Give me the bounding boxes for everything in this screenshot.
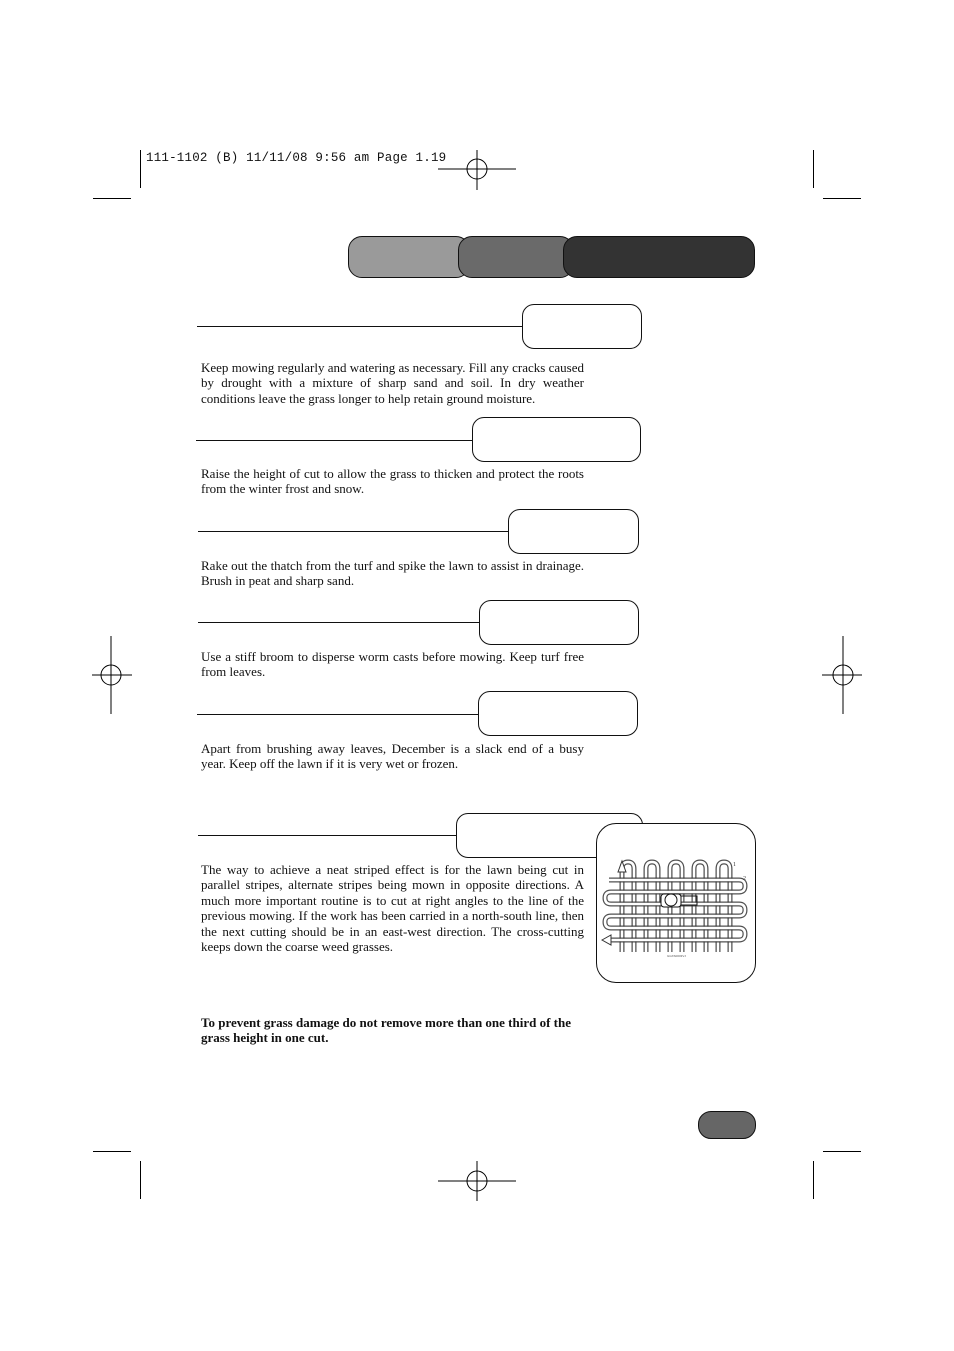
crop-mark-bottom-left-vertical bbox=[140, 1161, 141, 1199]
mowing-pattern-figure bbox=[596, 823, 756, 983]
section-heading-box-3 bbox=[508, 509, 639, 554]
page-number-badge bbox=[698, 1111, 756, 1139]
registration-mark-left bbox=[92, 636, 132, 714]
figure-label-2: 2 bbox=[743, 876, 746, 882]
section-rule-5 bbox=[197, 714, 479, 715]
crop-mark-bottom-right-horizontal bbox=[823, 1151, 861, 1152]
section-heading-box-1 bbox=[522, 304, 642, 349]
registration-mark-top bbox=[438, 150, 516, 190]
printer-slug: 111-1102 (B) 11/11/08 9:56 am Page 1.19 bbox=[146, 151, 447, 165]
crop-mark-top-right-horizontal bbox=[823, 198, 861, 199]
section-text-2: Raise the height of cut to allow the grass to thicken and protect the roots from the winter frost and snow. bbox=[201, 466, 584, 497]
mowing-pattern-diagram bbox=[597, 824, 755, 982]
section-rule-3 bbox=[198, 531, 509, 532]
section-text-1: Keep mowing regularly and watering as necessary. Fill any cracks caused by drought with a mixture of sharp sand and soil. In dry weather conditions leave the grass longer to help retain ground moisture. bbox=[201, 360, 584, 406]
header-tab-dark bbox=[563, 236, 755, 278]
header-tab-mid bbox=[458, 236, 574, 278]
section-heading-box-4 bbox=[479, 600, 639, 645]
section-rule-6 bbox=[198, 835, 457, 836]
crop-mark-top-right-vertical bbox=[813, 150, 814, 188]
warning-note: To prevent grass damage do not remove more than one third of the grass height in one cut. bbox=[201, 1015, 572, 1046]
crop-mark-top-left-horizontal bbox=[93, 198, 131, 199]
figure-code: GGXS0003VJ bbox=[667, 954, 686, 958]
section-rule-2 bbox=[196, 440, 473, 441]
figure-label-1: 1 bbox=[733, 862, 736, 868]
registration-mark-bottom bbox=[438, 1161, 516, 1201]
crop-mark-top-left-vertical bbox=[140, 150, 141, 188]
registration-mark-right bbox=[822, 636, 862, 714]
section-text-6: The way to achieve a neat striped effect is for the lawn being cut in parallel stripes, alternate stripes being mown in opposite directions. A much more important routine is to cut at right angles to the line of the previous mowing. If the work has been carried in a north-south line, then the next cutting should be in an east-west direction. The cross-cutting keeps down the coarse weed grasses. bbox=[201, 862, 584, 955]
header-tab-light bbox=[348, 236, 470, 278]
section-heading-box-5 bbox=[478, 691, 638, 736]
crop-mark-bottom-left-horizontal bbox=[93, 1151, 131, 1152]
section-rule-1 bbox=[197, 326, 523, 327]
section-rule-4 bbox=[198, 622, 480, 623]
crop-mark-bottom-right-vertical bbox=[813, 1161, 814, 1199]
section-heading-box-2 bbox=[472, 417, 641, 462]
section-text-4: Use a stiff broom to disperse worm casts before mowing. Keep turf free from leaves. bbox=[201, 649, 584, 680]
section-text-3: Rake out the thatch from the turf and spike the lawn to assist in drainage. Brush in peat and sharp sand. bbox=[201, 558, 584, 589]
section-text-5: Apart from brushing away leaves, December is a slack end of a busy year. Keep off the lawn if it is very wet or frozen. bbox=[201, 741, 584, 772]
